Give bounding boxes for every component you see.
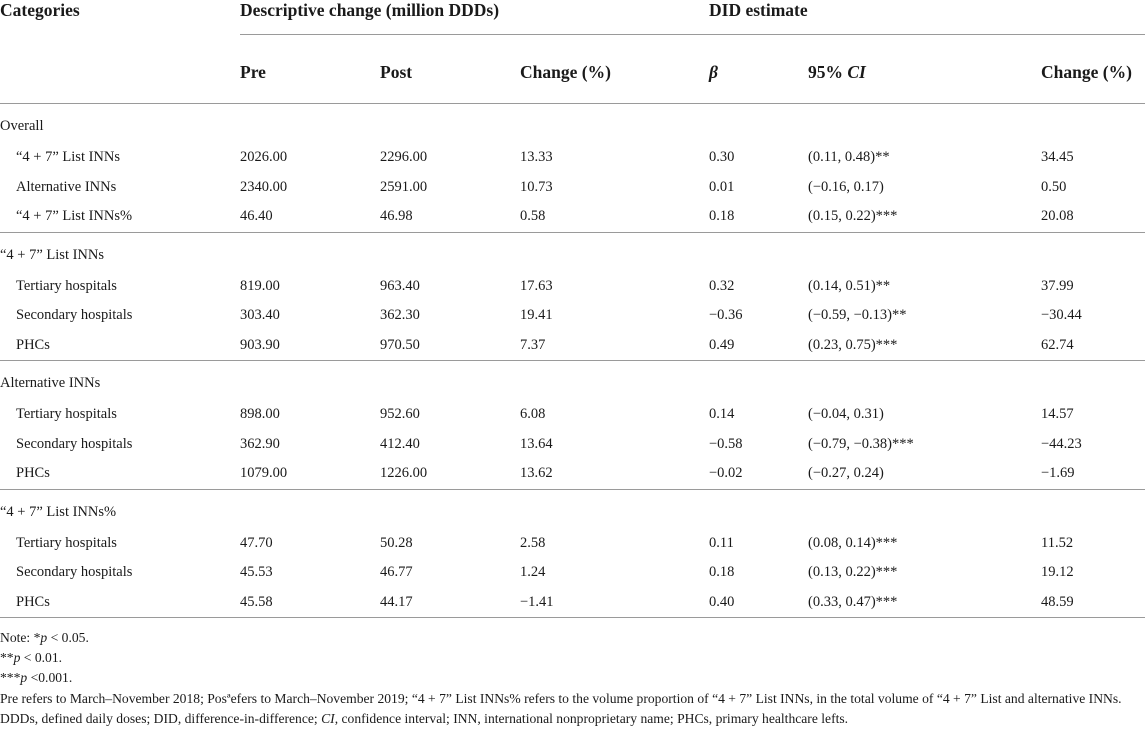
cell-post: 46.98 <box>380 202 520 232</box>
header-did-estimate: DID estimate <box>709 0 808 20</box>
cell-did-change: 34.45 <box>1041 149 1074 166</box>
cell-change: 7.37 <box>520 331 709 361</box>
cell-post: 970.50 <box>380 331 520 361</box>
table-row <box>0 558 1145 588</box>
cell-ci: (0.14, 0.51)** <box>808 277 891 294</box>
cell-post: 412.40 <box>380 435 420 452</box>
row-category: PHCs <box>0 588 240 618</box>
note-abbreviations: DDDs, defined daily doses; DID, difference-in-difference; CI, confidence interval; INN, international nonproprietary name; PHCs, primary healthcare lefts. <box>0 710 849 726</box>
row-category: “4 + 7” List INNs% <box>0 202 240 232</box>
cell-ci: (0.11, 0.48)** <box>808 149 890 166</box>
cell-beta: 0.14 <box>709 406 735 423</box>
cell-beta: 0.01 <box>709 178 735 195</box>
cell-did-change: 62.74 <box>1041 331 1145 361</box>
cell-beta: −0.02 <box>709 459 808 489</box>
cell-change: 19.41 <box>520 307 553 324</box>
section-title: “4 + 7” List INNs% <box>0 503 117 520</box>
header-categories: Categories <box>0 0 80 20</box>
table-row <box>0 143 1145 173</box>
cell-ci: (−0.16, 0.17) <box>808 178 884 195</box>
cell-beta: −0.36 <box>709 307 743 324</box>
header-change-pct: Change (%) <box>520 35 709 104</box>
cell-did-change: −1.69 <box>1041 459 1145 489</box>
cell-pre: 898.00 <box>240 406 280 423</box>
table-row <box>0 529 1145 559</box>
cell-ci: (−0.79, −0.38)*** <box>808 435 914 452</box>
note-p001: ***p <0.001. <box>0 670 73 686</box>
section-header-row <box>0 489 1145 529</box>
table-row <box>0 430 1145 460</box>
row-category: Alternative INNs <box>16 178 117 195</box>
cell-post: 952.60 <box>380 406 420 423</box>
cell-did-change: 20.08 <box>1041 202 1145 232</box>
cell-did-change: 14.57 <box>1041 406 1074 423</box>
cell-did-change: 11.52 <box>1041 534 1074 551</box>
cell-post: 2296.00 <box>380 149 428 166</box>
table-row <box>0 459 1145 489</box>
section-title: Alternative INNs <box>0 375 101 391</box>
cell-ci: (−0.59, −0.13)** <box>808 307 907 324</box>
cell-change: 13.33 <box>520 149 553 166</box>
cell-pre: 2026.00 <box>240 149 288 166</box>
header-did-change-pct: Change (%) <box>1041 35 1145 104</box>
table-body <box>0 104 1145 618</box>
cell-ci: (0.33, 0.47)*** <box>808 588 1041 618</box>
cell-pre: 47.70 <box>240 534 273 551</box>
table-row <box>0 272 1145 302</box>
note-p01: **p < 0.01. <box>0 650 63 666</box>
cell-change: 1.24 <box>520 564 546 581</box>
cell-beta: 0.32 <box>709 277 735 294</box>
row-category: Secondary hospitals <box>16 307 133 324</box>
cell-pre: 46.40 <box>240 202 380 232</box>
cell-beta: 0.49 <box>709 331 808 361</box>
cell-ci: (−0.04, 0.31) <box>808 406 884 423</box>
table-row <box>0 202 1145 232</box>
section-header-row <box>0 361 1145 401</box>
cell-beta: 0.11 <box>709 534 734 551</box>
cell-ci: (0.23, 0.75)*** <box>808 331 1041 361</box>
table-row <box>0 588 1145 618</box>
cell-post: 963.40 <box>380 277 420 294</box>
cell-change: 2.58 <box>520 534 546 551</box>
cell-did-change: −44.23 <box>1041 435 1082 452</box>
row-category: Tertiary hospitals <box>16 406 117 423</box>
cell-did-change: 48.59 <box>1041 588 1145 618</box>
header-descriptive-change: Descriptive change (million DDDs) <box>240 0 500 20</box>
cell-post: 362.30 <box>380 307 420 324</box>
cell-change: 13.62 <box>520 459 709 489</box>
cell-ci: (0.13, 0.22)*** <box>808 564 898 581</box>
cell-change: 17.63 <box>520 277 553 294</box>
header-post: Post <box>380 35 520 104</box>
cell-beta: 0.30 <box>709 149 735 166</box>
section-header-row <box>0 104 1145 144</box>
cell-change: 0.58 <box>520 202 709 232</box>
cell-pre: 45.53 <box>240 564 273 581</box>
cell-pre: 903.90 <box>240 331 380 361</box>
cell-change: 6.08 <box>520 406 546 423</box>
cell-pre: 1079.00 <box>240 459 380 489</box>
cell-pre: 819.00 <box>240 277 280 294</box>
cell-ci: (−0.27, 0.24) <box>808 459 1041 489</box>
row-category: Tertiary hospitals <box>16 534 117 551</box>
row-category: PHCs <box>0 331 240 361</box>
note-definitions: Pre refers to March–November 2018; Posªefers to March–November 2019; “4 + 7” List INNs% refers to the volume proportion of “4 + 7” List INNs, in the total volume of “4 + 7” List and alternative INNs. <box>0 690 1122 706</box>
cell-change: −1.41 <box>520 588 709 618</box>
table-notes <box>0 628 1145 729</box>
section-title: Overall <box>0 118 44 134</box>
cell-post: 46.77 <box>380 564 413 581</box>
header-ci: 95% CI <box>808 35 1041 104</box>
cell-pre: 2340.00 <box>240 178 288 195</box>
table-row <box>0 173 1145 203</box>
cell-pre: 45.58 <box>240 588 380 618</box>
cell-ci: (0.08, 0.14)*** <box>808 534 898 551</box>
cell-did-change: −30.44 <box>1041 307 1082 324</box>
cell-beta: 0.18 <box>709 202 808 232</box>
cell-post: 44.17 <box>380 588 520 618</box>
header-beta: β <box>709 35 808 104</box>
section-header-row <box>0 232 1145 272</box>
cell-change: 13.64 <box>520 435 553 452</box>
cell-pre: 362.90 <box>240 435 280 452</box>
section-title: “4 + 7” List INNs <box>0 246 105 263</box>
cell-post: 50.28 <box>380 534 413 551</box>
cell-did-change: 19.12 <box>1041 564 1074 581</box>
header-pre: Pre <box>240 35 380 104</box>
row-category: Secondary hospitals <box>16 564 133 581</box>
row-category: PHCs <box>0 459 240 489</box>
row-category: Tertiary hospitals <box>16 277 117 294</box>
table-row <box>0 301 1145 331</box>
row-category: Secondary hospitals <box>16 435 133 452</box>
cell-change: 10.73 <box>520 178 553 195</box>
header-blank <box>0 35 240 104</box>
table-row <box>0 331 1145 361</box>
table-row <box>0 400 1145 430</box>
cell-beta: −0.58 <box>709 435 743 452</box>
note-p05: Note: *p < 0.05. <box>0 630 89 645</box>
cell-post: 2591.00 <box>380 178 428 195</box>
cell-did-change: 0.50 <box>1041 178 1067 195</box>
cell-beta: 0.18 <box>709 564 735 581</box>
cell-pre: 303.40 <box>240 307 280 324</box>
cell-beta: 0.40 <box>709 588 808 618</box>
cell-post: 1226.00 <box>380 459 520 489</box>
cell-did-change: 37.99 <box>1041 277 1074 294</box>
row-category: “4 + 7” List INNs <box>16 149 121 166</box>
cell-ci: (0.15, 0.22)*** <box>808 202 1041 232</box>
